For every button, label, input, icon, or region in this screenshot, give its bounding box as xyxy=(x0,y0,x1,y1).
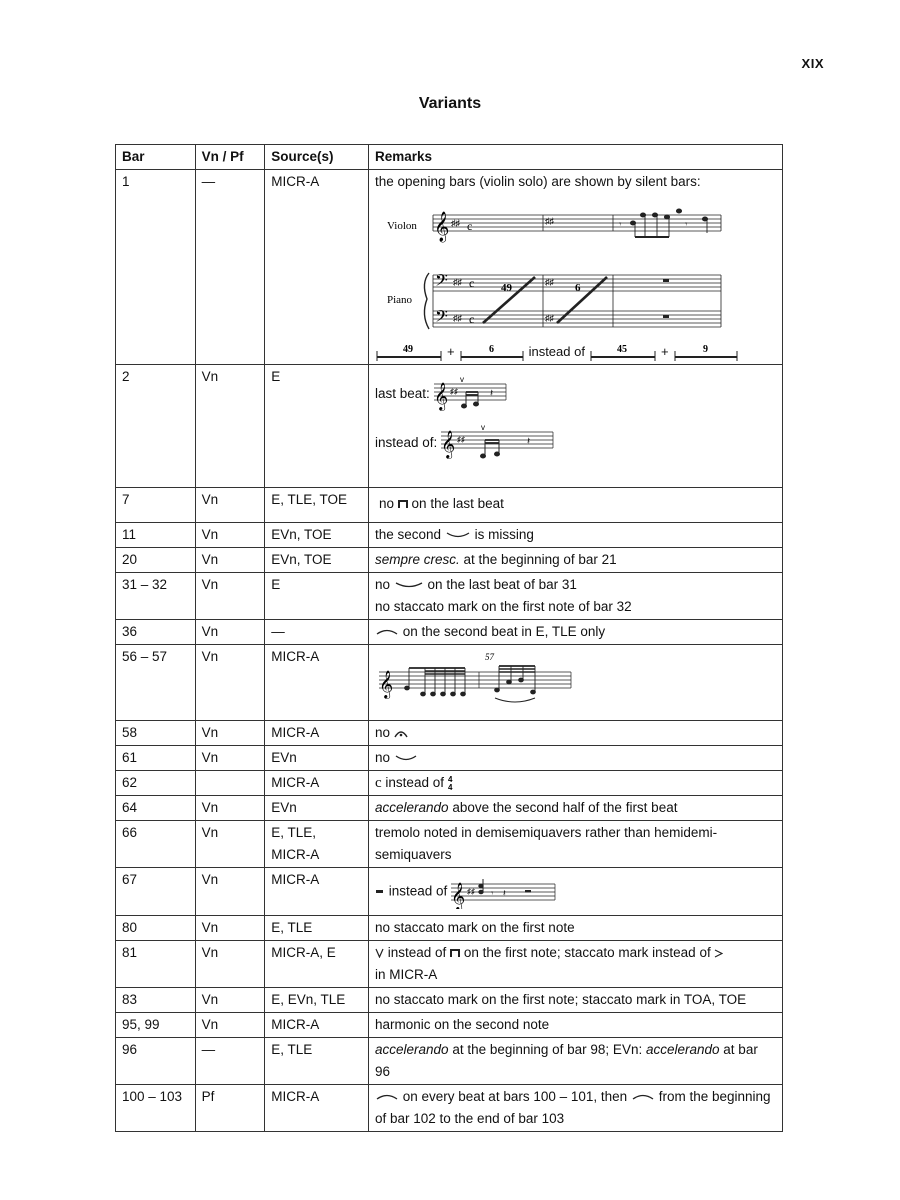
cell-vn-pf: — xyxy=(195,1038,265,1085)
svg-text:♯♯: ♯♯ xyxy=(544,216,554,226)
common-time-icon: c xyxy=(374,775,382,791)
svg-text:𝄞: 𝄞 xyxy=(451,881,466,909)
table-row xyxy=(116,523,783,548)
remark-text: on the second beat in E, TLE only xyxy=(402,624,606,639)
up-bow-icon xyxy=(375,948,384,958)
remark-text: no xyxy=(374,750,391,765)
cell-vn-pf: Vn xyxy=(195,548,265,573)
svg-text:57: 57 xyxy=(484,652,494,662)
cell-source: MICR-A xyxy=(265,1013,369,1038)
half-rest-icon xyxy=(375,889,385,895)
cell-vn-pf: Vn xyxy=(195,988,265,1013)
table-row xyxy=(116,988,783,1013)
plus-sign: + xyxy=(446,344,455,359)
svg-text:𝄾: 𝄾 xyxy=(618,219,622,229)
cell-remark: harmonic on the second note xyxy=(368,1013,782,1038)
down-bow-icon xyxy=(398,499,408,509)
svg-text:♯♯: ♯♯ xyxy=(544,313,554,323)
cell-source: EVn xyxy=(265,796,369,821)
table-row xyxy=(116,1013,783,1038)
cell-source: E, TLE xyxy=(265,916,369,941)
piano-label: Piano xyxy=(386,294,413,306)
cell-source: MICR-A xyxy=(265,170,369,365)
svg-text:♯♯: ♯♯ xyxy=(467,886,476,896)
remark-text: the second xyxy=(374,527,442,542)
cell-vn-pf: Vn xyxy=(195,645,265,721)
table-header-row xyxy=(116,145,783,170)
cell-bar: 11 xyxy=(116,523,196,548)
slur-icon xyxy=(445,531,471,539)
table-row xyxy=(116,916,783,941)
silent-bar-count-1: 49 xyxy=(500,282,512,294)
cell-vn-pf: Pf xyxy=(195,1085,265,1132)
cell-remark: no staccato mark on the first note; staccato mark in TOA, TOE xyxy=(368,988,782,1013)
last-beat-example xyxy=(375,374,776,414)
cell-source: MICR-A xyxy=(265,721,369,746)
remark-text: instead of xyxy=(385,775,444,790)
table-row xyxy=(116,645,783,721)
svg-text:4: 4 xyxy=(447,783,453,792)
svg-text:c: c xyxy=(468,276,475,290)
header-sources: Source(s) xyxy=(265,145,369,170)
cell-source: MICR-A xyxy=(265,1085,369,1132)
cell-vn-pf: Vn xyxy=(195,573,265,620)
svg-text:♯♯: ♯♯ xyxy=(450,218,460,228)
cell-vn-pf: Vn xyxy=(195,796,265,821)
cell-bar: 20 xyxy=(116,548,196,573)
instead-of-example xyxy=(375,422,776,464)
svg-text:♯♯: ♯♯ xyxy=(449,387,458,396)
cell-source: EVn xyxy=(265,746,369,771)
svg-text:𝄞: 𝄞 xyxy=(441,430,456,458)
slur-icon xyxy=(394,581,424,589)
fermata-icon xyxy=(394,728,408,738)
svg-text:𝄞: 𝄞 xyxy=(378,670,394,698)
svg-text:𝄽: 𝄽 xyxy=(489,388,493,399)
remark-text: on the first note; staccato mark instead of xyxy=(463,945,711,960)
remark-text: above the second half of the first beat xyxy=(452,800,678,815)
remark-text: no xyxy=(374,725,391,740)
opening-score-image xyxy=(375,193,775,343)
cell-remark xyxy=(368,941,782,988)
cell-source: E xyxy=(265,365,369,488)
cell-vn-pf: Vn xyxy=(195,620,265,645)
cell-bar: 31 – 32 xyxy=(116,573,196,620)
header-vn-pf: Vn / Pf xyxy=(195,145,265,170)
svg-text:♯♯: ♯♯ xyxy=(544,277,554,287)
remark-text: at bar 96 xyxy=(374,1042,758,1079)
svg-text:♯♯: ♯♯ xyxy=(452,313,462,323)
multirest-6 xyxy=(459,343,525,361)
svg-text:c: c xyxy=(468,312,475,326)
svg-text:49: 49 xyxy=(402,344,413,355)
remark-text: at the beginning of bar 21 xyxy=(463,552,617,567)
svg-text:4: 4 xyxy=(447,775,453,785)
cell-bar: 100 – 103 xyxy=(116,1085,196,1132)
instead-of-score-image xyxy=(441,422,555,464)
remark-text: instead of xyxy=(387,945,447,960)
remark-text: at the beginning of bar 98; EVn: xyxy=(452,1042,643,1057)
cell-remark xyxy=(368,620,782,645)
time-signature-4-4-icon xyxy=(448,775,456,791)
instead-of-label: instead of xyxy=(528,344,585,359)
cell-source: MICR-A xyxy=(265,771,369,796)
cell-source: MICR-A, E xyxy=(265,941,369,988)
cell-bar: 7 xyxy=(116,488,196,523)
table-row xyxy=(116,771,783,796)
cell-vn-pf: Vn xyxy=(195,365,265,488)
svg-text:6: 6 xyxy=(488,344,494,355)
cell-vn-pf: Vn xyxy=(195,941,265,988)
table-row xyxy=(116,796,783,821)
slur-icon xyxy=(375,1093,399,1101)
bar-67-score-image xyxy=(451,875,557,909)
multirest-49 xyxy=(375,343,443,361)
remark-text: no xyxy=(374,577,391,592)
cell-remark xyxy=(368,771,782,796)
accent-icon xyxy=(714,949,723,958)
variants-table xyxy=(115,144,783,1132)
cell-source: EVn, TOE xyxy=(265,523,369,548)
remark-text: on the last beat of bar 31 xyxy=(427,577,577,592)
svg-text:c: c xyxy=(466,219,473,233)
table-row xyxy=(116,573,783,620)
cell-vn-pf: Vn xyxy=(195,488,265,523)
instead-of-label: instead of: xyxy=(374,435,438,450)
cell-remark xyxy=(368,796,782,821)
cell-vn-pf: Vn xyxy=(195,1013,265,1038)
cell-remark xyxy=(368,365,782,488)
cell-remark xyxy=(368,548,782,573)
silent-bar-sum xyxy=(375,341,776,363)
down-bow-icon xyxy=(450,948,460,958)
slur-icon xyxy=(375,628,399,636)
cell-remark xyxy=(368,1038,782,1085)
bars-56-57-score-image xyxy=(375,646,575,712)
cell-source xyxy=(265,821,369,868)
cell-bar: 83 xyxy=(116,988,196,1013)
violin-label: Violon xyxy=(386,220,417,232)
cell-bar: 66 xyxy=(116,821,196,868)
remark-text: on the last beat xyxy=(411,496,504,511)
cell-remark xyxy=(368,573,782,620)
remark-text: no staccato mark on the first note of bar 32 xyxy=(374,599,632,614)
svg-text:𝄽: 𝄽 xyxy=(503,887,506,898)
header-remarks: Remarks xyxy=(368,145,782,170)
svg-text:♯♯: ♯♯ xyxy=(452,277,462,287)
slur-icon xyxy=(631,1093,655,1101)
cell-bar: 67 xyxy=(116,868,196,916)
header-bar: Bar xyxy=(116,145,196,170)
svg-text:9: 9 xyxy=(702,344,708,355)
cell-bar: 1 xyxy=(116,170,196,365)
svg-text:𝄞: 𝄞 xyxy=(433,382,448,410)
cell-remark xyxy=(368,721,782,746)
multirest-9 xyxy=(673,343,739,361)
svg-text:𝄢: 𝄢 xyxy=(434,270,448,294)
cell-bar: 95, 99 xyxy=(116,1013,196,1038)
table-row xyxy=(116,488,783,523)
multirest-45 xyxy=(589,343,657,361)
svg-text:v: v xyxy=(481,423,486,432)
svg-text:v: v xyxy=(459,375,464,384)
cell-vn-pf: Vn xyxy=(195,821,265,868)
source-line: MICR-A xyxy=(271,847,320,862)
cell-bar: 64 xyxy=(116,796,196,821)
table-row xyxy=(116,721,783,746)
cell-bar: 80 xyxy=(116,916,196,941)
cell-bar: 58 xyxy=(116,721,196,746)
table-row xyxy=(116,548,783,573)
svg-text:𝄾: 𝄾 xyxy=(684,219,688,229)
cell-source: — xyxy=(265,620,369,645)
cell-source: E, EVn, TLE xyxy=(265,988,369,1013)
remark-italic: accelerando xyxy=(374,800,449,815)
page-title: Variants xyxy=(418,95,482,112)
svg-text:𝄽: 𝄽 xyxy=(527,436,531,447)
remark-text: is missing xyxy=(474,527,534,542)
svg-text:♯♯: ♯♯ xyxy=(457,435,466,444)
remark-italic: sempre cresc. xyxy=(374,552,460,567)
cell-source: MICR-A xyxy=(265,645,369,721)
table-row xyxy=(116,365,783,488)
cell-remark xyxy=(368,1085,782,1132)
silent-bar-count-2: 6 xyxy=(574,282,581,294)
remark-text: instead of xyxy=(388,883,448,899)
table-row xyxy=(116,620,783,645)
cell-remark xyxy=(368,746,782,771)
remark-italic: accelerando xyxy=(645,1042,720,1057)
slur-icon xyxy=(394,754,418,762)
music-example-opening xyxy=(375,193,776,363)
svg-text:45: 45 xyxy=(616,344,627,355)
cell-bar: 56 – 57 xyxy=(116,645,196,721)
cell-bar: 96 xyxy=(116,1038,196,1085)
table-row xyxy=(116,1038,783,1085)
cell-remark xyxy=(368,645,782,721)
cell-remark xyxy=(368,170,782,365)
table-row xyxy=(116,821,783,868)
cell-source: E, TLE xyxy=(265,1038,369,1085)
cell-source: E, TLE, TOE xyxy=(265,488,369,523)
cell-bar: 2 xyxy=(116,365,196,488)
last-beat-label: last beat: xyxy=(374,386,430,401)
cell-remark xyxy=(368,523,782,548)
remark-text: in MICR-A xyxy=(374,967,438,982)
cell-vn-pf: Vn xyxy=(195,721,265,746)
cell-vn-pf: Vn xyxy=(195,746,265,771)
remark-text: no xyxy=(378,496,395,511)
cell-bar: 36 xyxy=(116,620,196,645)
cell-vn-pf: Vn xyxy=(195,916,265,941)
cell-bar: 81 xyxy=(116,941,196,988)
cell-bar: 62 xyxy=(116,771,196,796)
remark-italic: accelerando xyxy=(374,1042,449,1057)
last-beat-score-image xyxy=(434,374,508,414)
cell-remark xyxy=(368,868,782,916)
plus-sign: + xyxy=(660,344,669,359)
remark-text: from the beginning of bar 102 to the end of bar 103 xyxy=(374,1089,771,1126)
table-row xyxy=(116,941,783,988)
cell-remark xyxy=(368,488,782,523)
svg-text:𝄾: 𝄾 xyxy=(491,887,494,898)
page-number: XIX xyxy=(801,56,824,71)
svg-text:𝄢: 𝄢 xyxy=(434,306,448,330)
cell-source: EVn, TOE xyxy=(265,548,369,573)
source-line: E, TLE, xyxy=(271,825,317,840)
cell-bar: 61 xyxy=(116,746,196,771)
table-row xyxy=(116,170,783,365)
cell-source: E xyxy=(265,573,369,620)
table-row xyxy=(116,1085,783,1132)
remark-text: on every beat at bars 100 – 101, then xyxy=(402,1089,628,1104)
table-row xyxy=(116,746,783,771)
table-row xyxy=(116,868,783,916)
cell-source: MICR-A xyxy=(265,868,369,916)
cell-remark: tremolo noted in demisemiquavers rather than hemidemi-semiquavers xyxy=(368,821,782,868)
cell-vn-pf xyxy=(195,771,265,796)
cell-remark: no staccato mark on the first note xyxy=(368,916,782,941)
cell-vn-pf: Vn xyxy=(195,868,265,916)
cell-vn-pf: — xyxy=(195,170,265,365)
svg-text:𝄞: 𝄞 xyxy=(433,212,450,242)
cell-vn-pf: Vn xyxy=(195,523,265,548)
remark-text: the opening bars (violin solo) are shown by silent bars: xyxy=(374,174,701,189)
